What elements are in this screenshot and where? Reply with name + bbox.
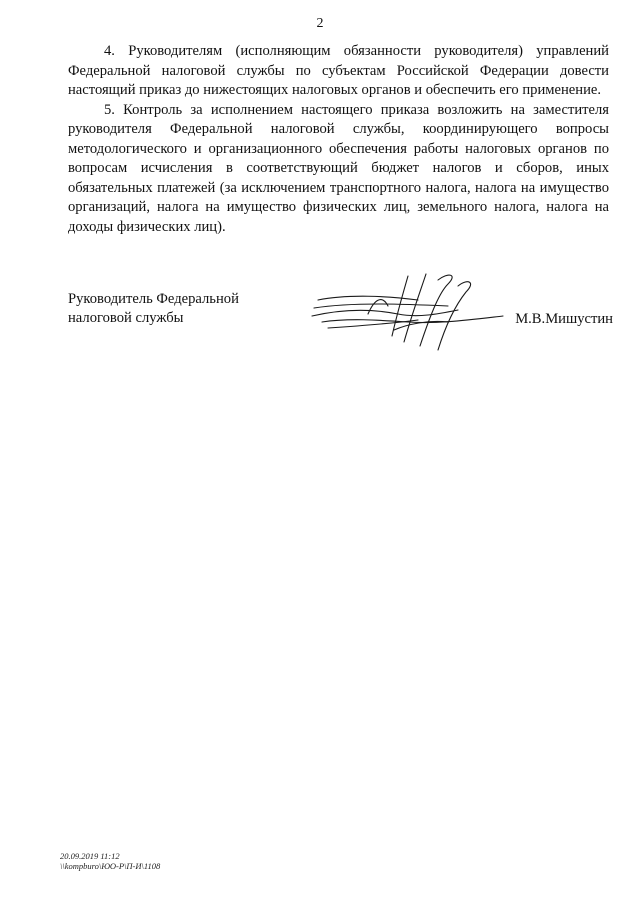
signatory-name: М.В.Мишустин [515,311,613,327]
handwritten-signature [308,270,508,354]
paragraph-4: 4. Руководителям (исполняющим обязанности руководителя) управлений Федеральной налоговой службы по субъектам Российской Федерации довести настоящий приказ до нижестоящих налоговых органов и обеспечить его применение. [68,43,609,98]
signatory-position [68,290,239,328]
footer-file-path: \\kompburo\ЮО-Р\П-И\1108 [60,861,161,871]
document-body [68,42,609,237]
footer-timestamp: 20.09.2019 11:12 [60,851,120,861]
signatory-position-line-2: налоговой службы [68,310,184,326]
signature-block [68,290,613,360]
document-footer [60,851,160,871]
page-number: 2 [316,16,324,31]
paragraph-5: 5. Контроль за исполнением настоящего приказа возложить на заместителя руководителя Федеральной налоговой службы, координирующего вопросы методологического и организационного обеспечения работы налоговых органов по вопросам исчисления в соответствующий бюджет налогов и сборов, иных обязательных платежей (за исключением транспортного налога, налога на имущество организаций, налога на имущество физических лиц, земельного налога, налога на доходы физических лиц). [68,101,609,235]
signatory-position-line-1: Руководитель Федеральной [68,291,239,307]
